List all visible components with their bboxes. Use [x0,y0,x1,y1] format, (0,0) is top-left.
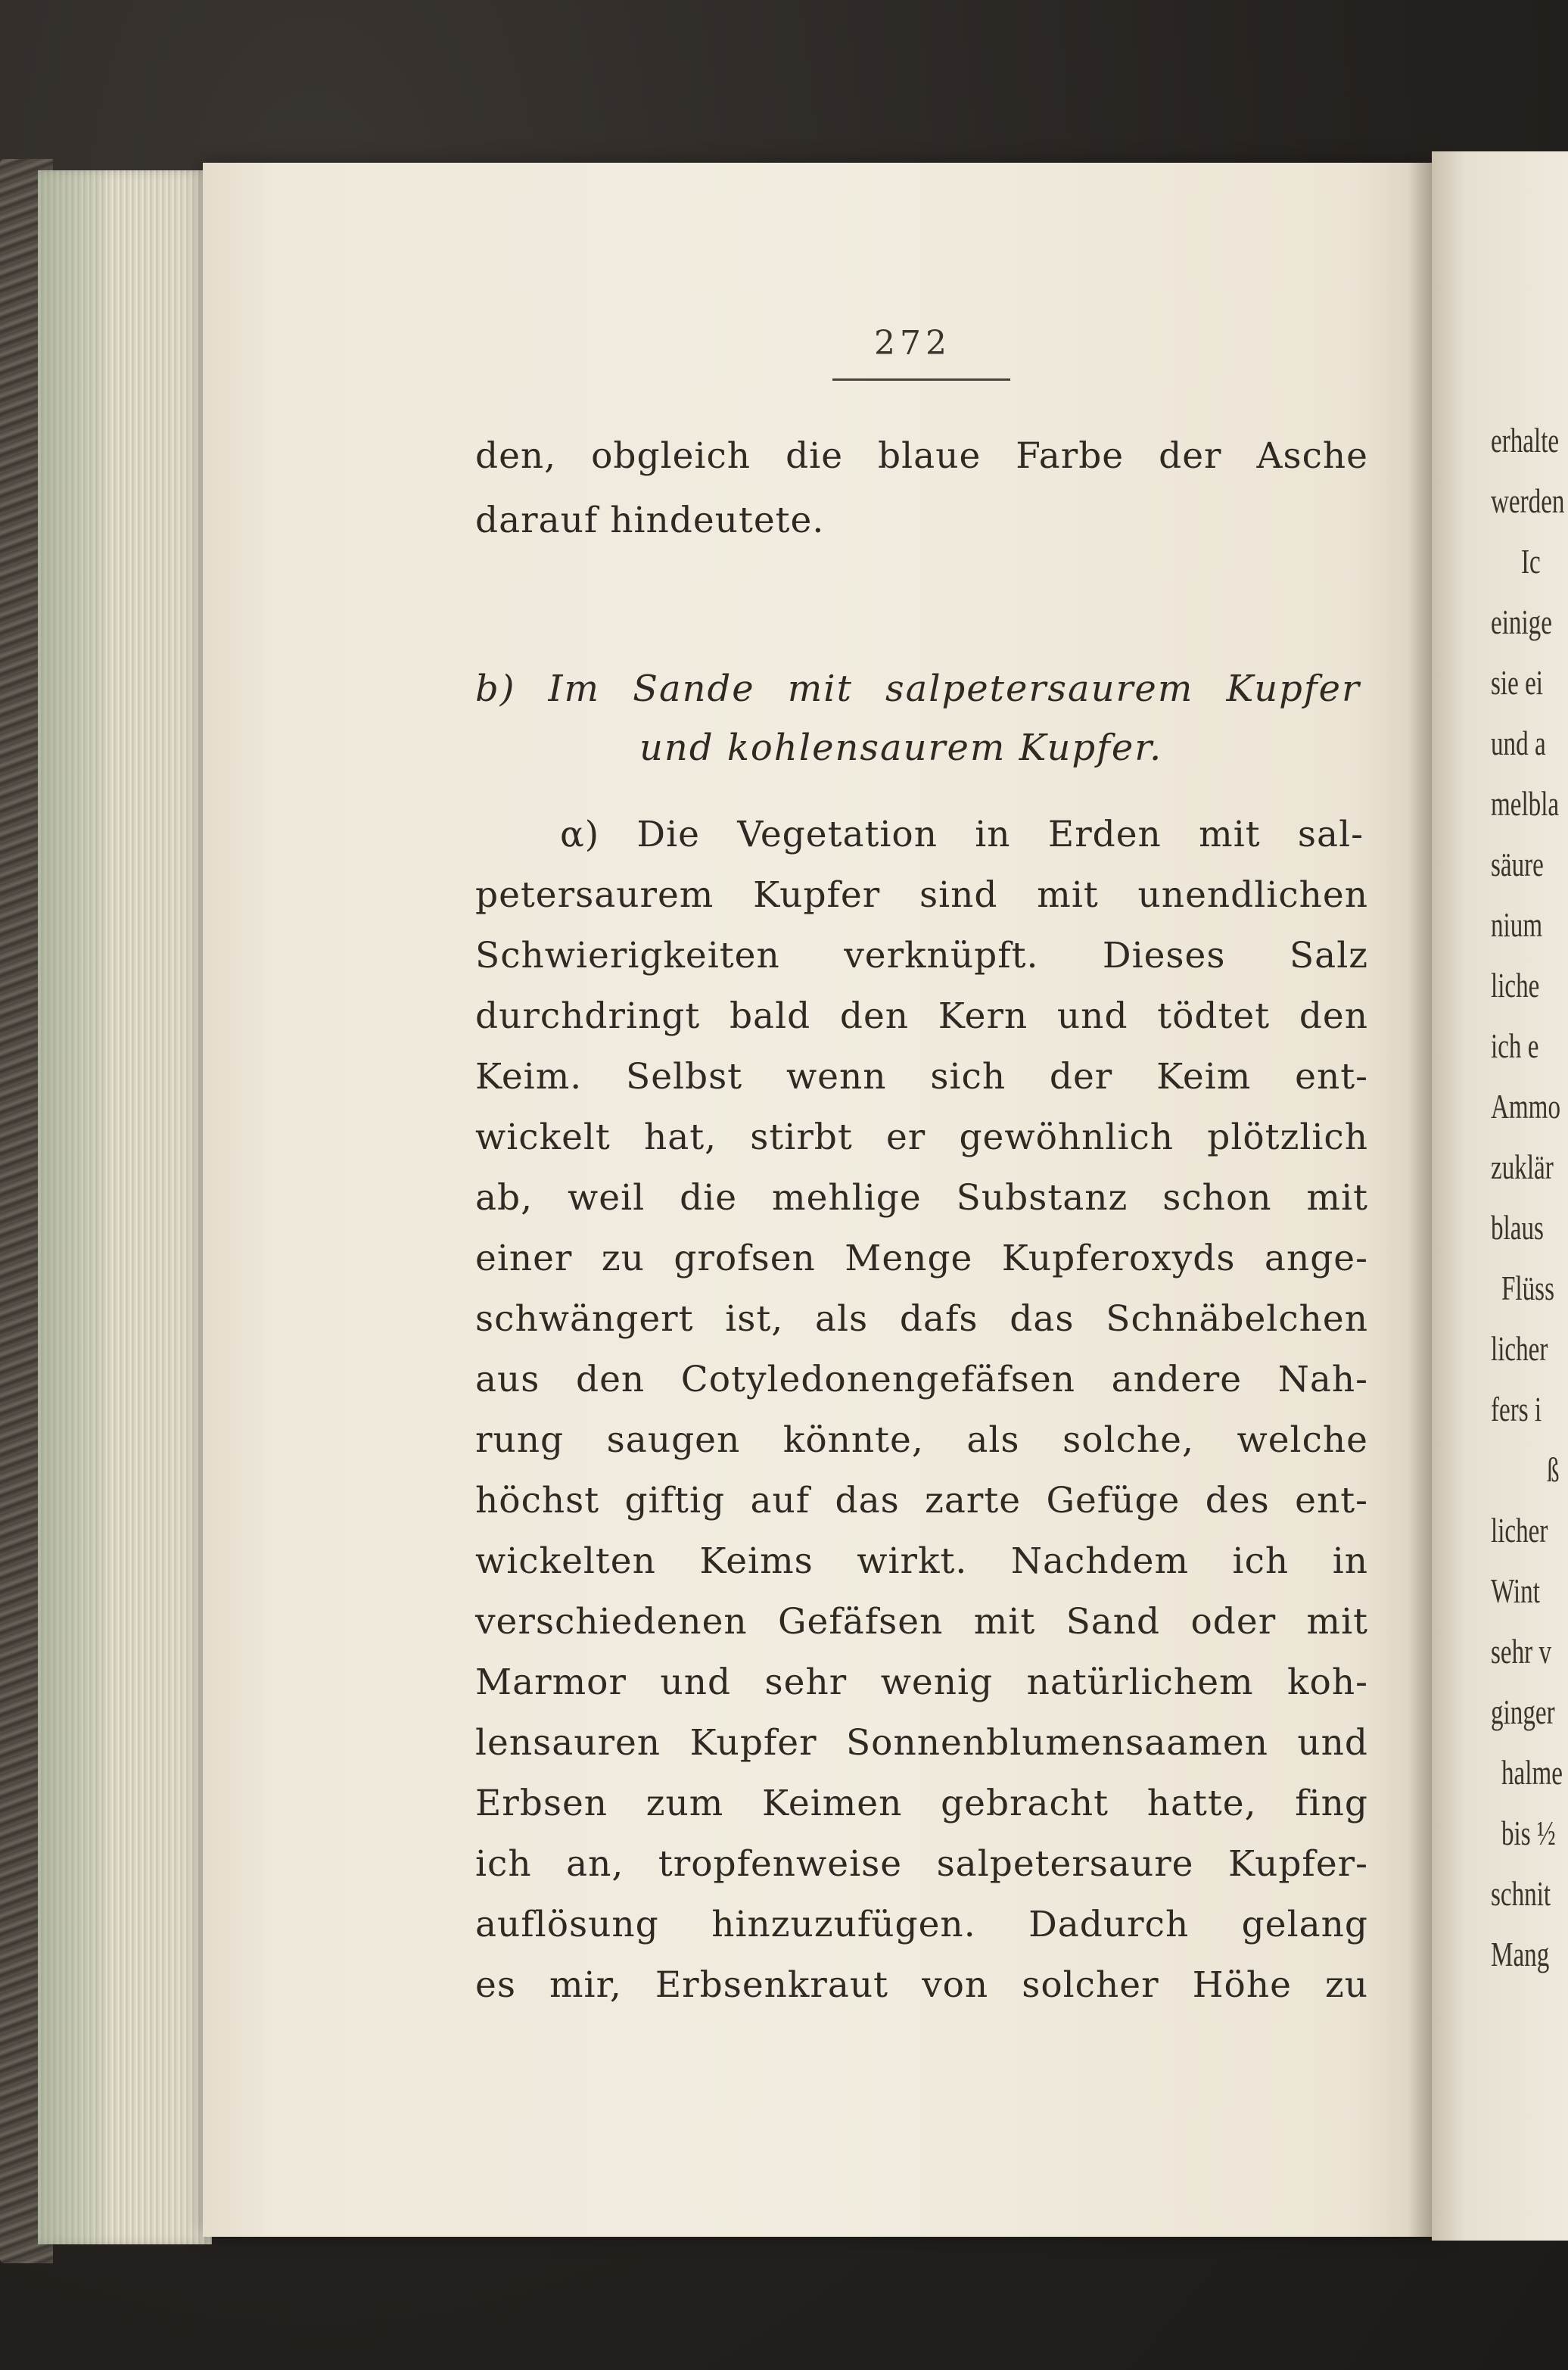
text-line: verschiedenen Gefäfsen mit Sand oder mit [475,1601,1368,1643]
text-line: schwängert ist, als dafs das Schnäbelchen [475,1298,1368,1340]
facing-fragment: bis ½ [1501,1814,1556,1852]
text-line: Keim. Selbst wenn sich der Keim ent- [475,1056,1368,1098]
facing-fragment: Wint [1491,1571,1540,1610]
header-rule [832,378,1010,381]
section-heading-line: b) Im Sande mit salpetersaurem Kupfer [475,668,1361,710]
facing-fragment: licher [1491,1511,1548,1549]
text-line: wickelt hat, stirbt er gewöhnlich plötzlich [475,1116,1368,1158]
text-line: wickelten Keims wirkt. Nachdem ich in [475,1540,1368,1582]
text-line: auflösung hinzuzufügen. Dadurch gelang [475,1904,1368,1945]
facing-fragment: sehr v [1491,1632,1552,1671]
page-edges-stack [38,170,212,2244]
text-line: lensauren Kupfer Sonnenblumensaamen und [475,1722,1368,1764]
facing-page [1432,151,1568,2241]
section-heading-line: und kohlensaurem Kupfer. [639,727,1163,769]
facing-fragment: blaus [1491,1208,1544,1247]
facing-fragment: werden [1491,481,1565,520]
facing-fragment: sie ei [1491,663,1543,702]
text-line: aus den Cotyledonengefäfsen andere Nah- [475,1359,1368,1400]
page-number: 272 [874,324,951,363]
facing-fragment: melbla [1491,784,1560,823]
facing-fragment: Mang [1491,1935,1550,1973]
text-line: es mir, Erbsenkraut von solcher Höhe zu [475,1964,1368,2006]
facing-fragment: ich e [1491,1026,1539,1065]
text-line: ich an, tropfenweise salpetersaure Kupfer- [475,1843,1368,1885]
facing-fragment: erhalte [1491,421,1560,459]
facing-fragment: und a [1491,724,1546,762]
text-line: einer zu grofsen Menge Kupferoxyds ange- [475,1238,1368,1279]
page-edge-tint [38,170,106,2244]
text-line: Schwierigkeiten verknüpft. Dieses Salz [475,935,1368,976]
facing-fragment: liche [1491,966,1540,1004]
text-line: ab, weil die mehlige Substanz schon mit [475,1177,1368,1219]
text-line: Marmor und sehr wenig natürlichem koh- [475,1661,1368,1703]
facing-fragment: ß [1547,1450,1560,1489]
text-line: durchdringt bald den Kern und tödtet den [475,995,1368,1037]
facing-fragment: nium [1491,905,1543,944]
text-line: Erbsen zum Keimen gebracht hatte, fing [475,1783,1368,1824]
facing-fragment: Ic [1521,542,1541,581]
text-line: darauf hindeutete. [475,500,825,541]
facing-fragment: licher [1491,1329,1548,1368]
facing-fragment: ginger [1491,1693,1555,1731]
facing-fragment: schnit [1491,1874,1551,1913]
facing-fragment: einige [1491,603,1552,641]
facing-fragment: Ammo [1491,1087,1561,1126]
text-line: α) Die Vegetation in Erden mit sal- [560,814,1364,855]
text-line: rung saugen könnte, als solche, welche [475,1419,1368,1461]
text-line: höchst giftig auf das zarte Gefüge des ent- [475,1480,1368,1521]
facing-fragment: fers i [1491,1390,1542,1428]
facing-fragment: säure [1491,845,1544,883]
text-line: den, obgleich die blaue Farbe der Asche [475,435,1368,477]
facing-fragment: Flüss [1501,1269,1554,1307]
facing-fragment: halme [1501,1753,1563,1792]
text-line: petersaurem Kupfer sind mit unendlichen [475,874,1368,916]
facing-fragment: zuklär [1491,1148,1554,1186]
